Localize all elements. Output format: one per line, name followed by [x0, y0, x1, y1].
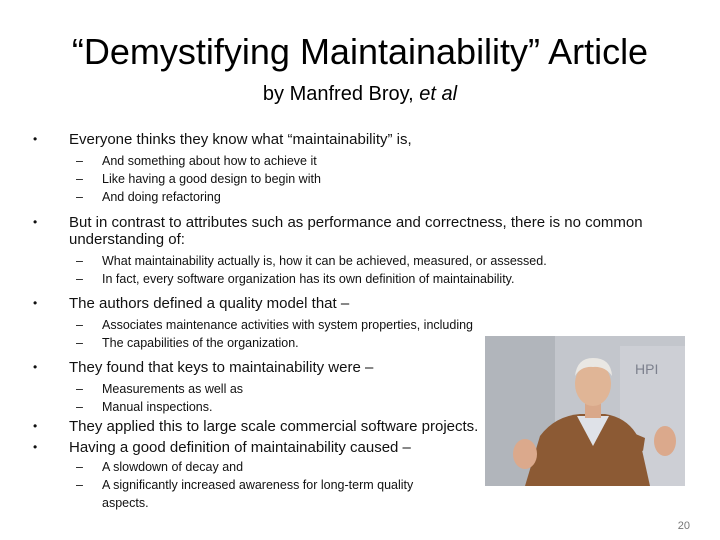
- speaker-photo: [485, 336, 685, 486]
- bullet-5: • They applied this to large scale commercial software projects.: [33, 418, 489, 435]
- bullet-2-subs: [33, 252, 653, 288]
- svg-text:HPI: HPI: [635, 361, 659, 377]
- bullet-1: • Everyone thinks they know what “maintainability” is,: [33, 131, 653, 148]
- bullet-1-subs: [33, 152, 653, 206]
- sub-bullet: – Measurements as well as: [33, 380, 653, 398]
- subtitle-et-al: et al: [419, 83, 458, 105]
- bullet-6: • Having a good definition of maintainability caused –: [33, 439, 653, 456]
- bullet-4: • They found that keys to maintainability were –: [33, 359, 653, 376]
- bullet-2: • But in contrast to attributes such as performance and correctness, there is no common understanding of:: [33, 214, 653, 248]
- bullet-6-subs: [33, 458, 453, 512]
- sub-bullet: – What maintainability actually is, how it can be achieved, measured, or assessed.: [33, 252, 653, 270]
- sub-bullet: – And doing refactoring: [33, 188, 653, 206]
- subtitle-author: by Manfred Broy,: [262, 83, 414, 105]
- speaker-illustration: [485, 336, 685, 486]
- sub-bullet: – A significantly increased awareness for long-term quality aspects.: [33, 476, 453, 512]
- slide-title: “Demystifying Maintainability” Article: [71, 31, 649, 72]
- slide-subtitle: [0, 82, 720, 106]
- sub-bullet: – The capabilities of the organization.: [33, 334, 653, 352]
- sub-bullet: – In fact, every software organization has its own definition of maintainability.: [33, 270, 653, 288]
- sub-bullet: – Like having a good design to begin with: [33, 170, 653, 188]
- sub-bullet: – A slowdown of decay and: [33, 458, 453, 476]
- page-number: 20: [677, 520, 690, 532]
- sub-bullet: – Associates maintenance activities with system properties, including: [33, 316, 653, 334]
- sub-bullet: – Manual inspections.: [33, 398, 653, 416]
- bullet-3: • The authors defined a quality model that –: [33, 295, 653, 312]
- sub-bullet: – And something about how to achieve it: [33, 152, 653, 170]
